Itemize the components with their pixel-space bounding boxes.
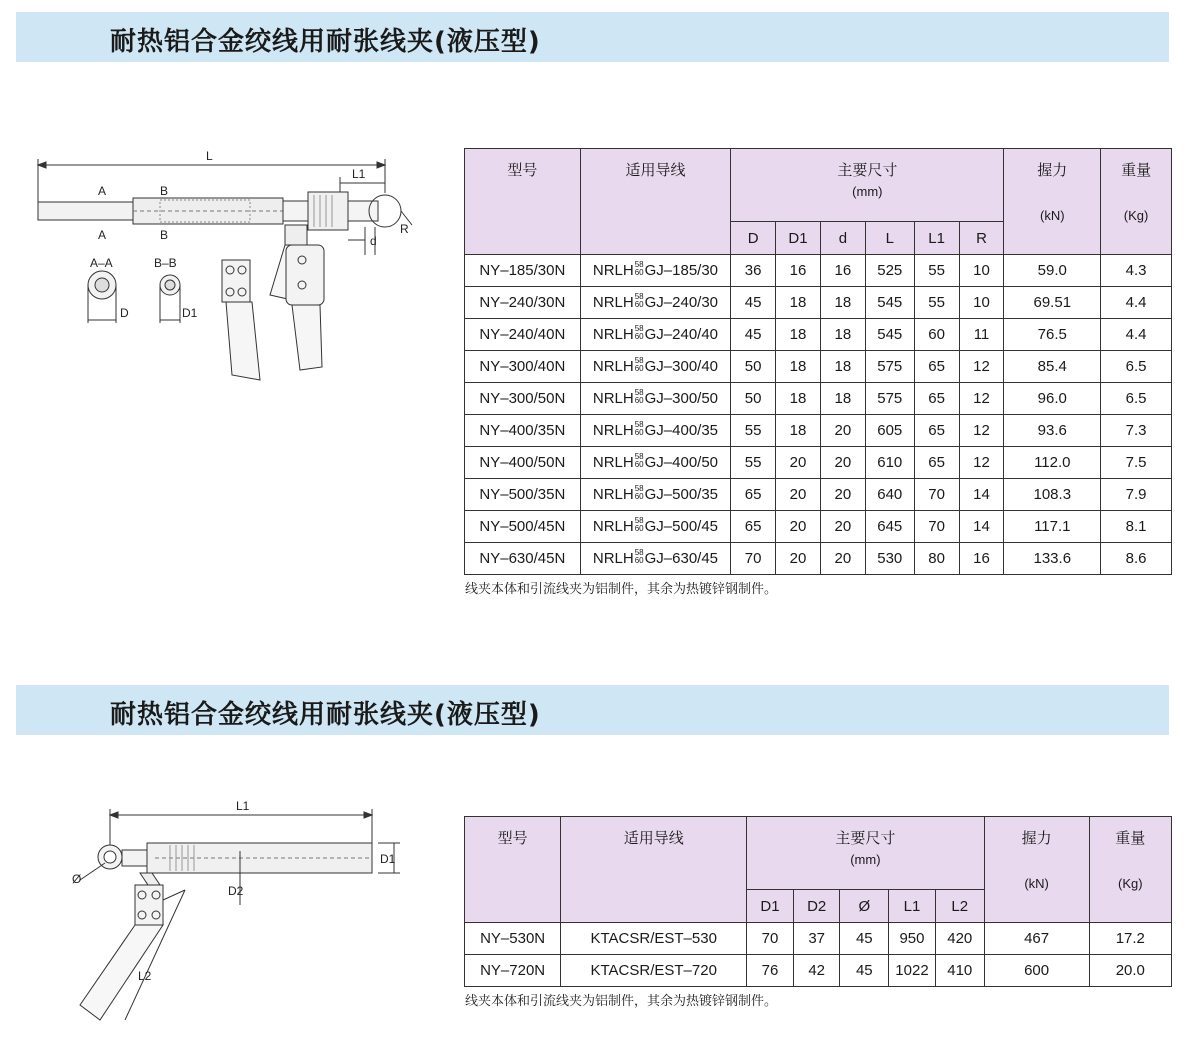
dim-L-label: L xyxy=(206,149,213,163)
dim-R-cell: 10 xyxy=(959,287,1004,319)
force-cell: 59.0 xyxy=(1004,255,1101,287)
dim-D-cell: 50 xyxy=(731,351,776,383)
dim-L-cell: 640 xyxy=(865,479,914,511)
conductor-cell xyxy=(580,383,731,415)
col-dims-label-2: 主要尺寸 xyxy=(835,830,896,847)
fraction-top: 58 xyxy=(634,324,644,334)
conductor-suffix: GJ–400/35 xyxy=(644,421,719,439)
table-row xyxy=(465,447,1172,479)
dim-L2-label: L2 xyxy=(138,969,152,983)
weight-cell: 4.4 xyxy=(1101,287,1172,319)
col-weight-header xyxy=(1101,149,1172,255)
table-row xyxy=(465,319,1172,351)
dims-subcol-header: L xyxy=(865,222,914,255)
conductor-suffix: GJ–500/35 xyxy=(644,485,719,503)
col-weight-unit: (Kg) xyxy=(1123,208,1149,223)
section-BB-label: B–B xyxy=(154,256,177,270)
dims-subcol-header: R xyxy=(959,222,1004,255)
dim-D-cell: 50 xyxy=(731,383,776,415)
conductor-cell xyxy=(580,319,731,351)
fraction-top: 58 xyxy=(634,356,644,366)
force-cell-2: 600 xyxy=(984,955,1089,987)
dim-d-cell: 20 xyxy=(820,543,865,575)
table-row xyxy=(465,255,1172,287)
col-force-unit: (kN) xyxy=(1040,208,1065,223)
dim-D-cell: 65 xyxy=(731,511,776,543)
dim-L1-cell-2: 1022 xyxy=(889,955,936,987)
conductor-suffix: GJ–240/30 xyxy=(644,293,719,311)
dim-D2-label: D2 xyxy=(228,884,244,898)
conductor-fraction xyxy=(635,325,644,341)
dim-D1-cell-2: 76 xyxy=(747,955,794,987)
table-row xyxy=(465,479,1172,511)
table-row xyxy=(465,415,1172,447)
weight-cell: 6.5 xyxy=(1101,351,1172,383)
conductor-cell xyxy=(580,351,731,383)
dim-D1-cell: 18 xyxy=(776,319,821,351)
section1-title: 耐热铝合金绞线用耐张线夹(液压型) xyxy=(110,27,541,57)
table-row-2 xyxy=(465,923,1172,955)
col-weight-unit-2: (Kg) xyxy=(1118,876,1143,891)
conductor-prefix: NRLH xyxy=(592,485,634,503)
dim-L1-cell: 70 xyxy=(914,511,959,543)
force-cell: 96.0 xyxy=(1004,383,1101,415)
dim-d-cell: 18 xyxy=(820,287,865,319)
conductor-suffix: GJ–300/50 xyxy=(644,389,719,407)
section-A-top-label: A xyxy=(98,184,107,198)
dims-subcol-header: D xyxy=(731,222,776,255)
strain-clamp-drawing-2 xyxy=(60,795,420,1040)
conductor-prefix: NRLH xyxy=(592,453,634,471)
col-dims-header xyxy=(731,149,1004,222)
dim-D1-cell: 18 xyxy=(776,415,821,447)
conductor-cell xyxy=(580,543,731,575)
col-conductor-header-2: 适用导线 xyxy=(561,817,747,923)
dim-D-cell: 45 xyxy=(731,287,776,319)
conductor-fraction xyxy=(635,453,644,469)
weight-cell: 8.6 xyxy=(1101,543,1172,575)
conductor-cell xyxy=(580,287,731,319)
conductor-prefix: NRLH xyxy=(592,325,634,343)
dim-L-cell: 645 xyxy=(865,511,914,543)
dim-phi-label: Ø xyxy=(72,872,82,886)
section1-banner xyxy=(16,12,1169,62)
table-row xyxy=(465,383,1172,415)
dim-D2-cell-2: 37 xyxy=(793,923,840,955)
dim-D1-label: D1 xyxy=(182,306,198,320)
conductor-suffix: GJ–300/40 xyxy=(644,357,719,375)
col-force-header-2 xyxy=(984,817,1089,923)
section2-drawing xyxy=(60,795,420,1040)
force-cell: 76.5 xyxy=(1004,319,1101,351)
conductor-fraction xyxy=(635,293,644,309)
dim-L1-cell: 55 xyxy=(914,287,959,319)
force-cell: 112.0 xyxy=(1004,447,1101,479)
fraction-bottom: 60 xyxy=(634,300,644,310)
conductor-suffix: GJ–185/30 xyxy=(644,261,719,279)
dim-L1-cell: 80 xyxy=(914,543,959,575)
conductor-suffix: GJ–630/45 xyxy=(644,549,719,567)
col-model-header-2: 型号 xyxy=(465,817,561,923)
force-cell: 69.51 xyxy=(1004,287,1101,319)
dim-phi-cell-2: 45 xyxy=(840,955,889,987)
dim-d-cell: 20 xyxy=(820,447,865,479)
model-cell: NY–240/40N xyxy=(465,319,581,351)
force-cell: 117.1 xyxy=(1004,511,1101,543)
dims-subcol-header-2: D1 xyxy=(747,890,794,923)
dim-D1-cell: 18 xyxy=(776,287,821,319)
fraction-bottom: 60 xyxy=(634,428,644,438)
conductor-cell xyxy=(580,255,731,287)
dim-L-cell: 525 xyxy=(865,255,914,287)
weight-cell-2: 20.0 xyxy=(1089,955,1171,987)
section-B-bottom-label: B xyxy=(160,228,169,242)
conductor-suffix: GJ–500/45 xyxy=(644,517,719,535)
dim-R-cell: 12 xyxy=(959,383,1004,415)
fraction-bottom: 60 xyxy=(634,364,644,374)
conductor-fraction xyxy=(635,261,644,277)
section2-note: 线夹本体和引流线夹为铝制件，其余为热镀锌钢制件。 xyxy=(465,994,778,1009)
weight-cell: 8.1 xyxy=(1101,511,1172,543)
fraction-bottom: 60 xyxy=(634,396,644,406)
dim-d-label: d xyxy=(370,234,377,248)
dim-D-cell: 55 xyxy=(731,415,776,447)
dim-R-cell: 12 xyxy=(959,351,1004,383)
dim-R-cell: 12 xyxy=(959,447,1004,479)
fraction-top: 58 xyxy=(634,516,644,526)
dim-D1-cell: 18 xyxy=(776,383,821,415)
conductor-prefix: NRLH xyxy=(592,261,634,279)
conductor-cell-2: KTACSR/EST–720 xyxy=(561,955,747,987)
weight-cell: 7.5 xyxy=(1101,447,1172,479)
dim-D1-cell: 20 xyxy=(776,543,821,575)
spec-table-2 xyxy=(464,816,1172,987)
table-row xyxy=(465,351,1172,383)
conductor-prefix: NRLH xyxy=(592,357,634,375)
weight-cell: 6.5 xyxy=(1101,383,1172,415)
dim-D-cell: 45 xyxy=(731,319,776,351)
dim-d-cell: 20 xyxy=(820,511,865,543)
col-weight-header-2 xyxy=(1089,817,1171,923)
dim-L-cell: 545 xyxy=(865,287,914,319)
table-row xyxy=(465,287,1172,319)
col-dims-header-2 xyxy=(747,817,984,890)
dim-L-cell: 575 xyxy=(865,351,914,383)
spec-table-1-body xyxy=(465,255,1172,575)
dim-L1-label: L1 xyxy=(352,167,366,181)
dim-R-cell: 11 xyxy=(959,319,1004,351)
fraction-bottom: 60 xyxy=(634,268,644,278)
section1-drawing xyxy=(30,145,430,390)
conductor-cell xyxy=(580,447,731,479)
dim-L-cell: 610 xyxy=(865,447,914,479)
dims-subcol-header-2: L1 xyxy=(889,890,936,923)
model-cell: NY–185/30N xyxy=(465,255,581,287)
conductor-fraction xyxy=(635,517,644,533)
col-conductor-header: 适用导线 xyxy=(580,149,731,255)
dim-R-cell: 14 xyxy=(959,511,1004,543)
dim-D1-cell: 20 xyxy=(776,511,821,543)
dim-D-cell: 36 xyxy=(731,255,776,287)
col-force-header xyxy=(1004,149,1101,255)
dim-L1-cell: 70 xyxy=(914,479,959,511)
section2-title: 耐热铝合金绞线用耐张线夹(液压型) xyxy=(110,700,541,730)
dim-L-cell: 605 xyxy=(865,415,914,447)
dim-L-cell: 530 xyxy=(865,543,914,575)
dim-d-cell: 20 xyxy=(820,479,865,511)
section-AA-label: A–A xyxy=(90,256,113,270)
col-dims-unit: (mm) xyxy=(852,184,883,199)
dims-subcol-header: L1 xyxy=(914,222,959,255)
dim-L2-cell-2: 410 xyxy=(935,955,984,987)
dims-subcol-header-2: D2 xyxy=(793,890,840,923)
section-B-top-label: B xyxy=(160,184,169,198)
dim-d-cell: 18 xyxy=(820,319,865,351)
conductor-fraction xyxy=(635,485,644,501)
dims-subcol-header-2: Ø xyxy=(840,890,889,923)
model-cell: NY–400/35N xyxy=(465,415,581,447)
conductor-prefix: NRLH xyxy=(592,293,634,311)
dim-D-label: D xyxy=(120,306,129,320)
fraction-bottom: 60 xyxy=(634,332,644,342)
fraction-bottom: 60 xyxy=(634,556,644,566)
fraction-top: 58 xyxy=(634,420,644,430)
force-cell: 133.6 xyxy=(1004,543,1101,575)
conductor-prefix: NRLH xyxy=(592,549,634,567)
dim-L1-cell: 65 xyxy=(914,415,959,447)
conductor-suffix: GJ–400/50 xyxy=(644,453,719,471)
col-dims-label: 主要尺寸 xyxy=(837,162,898,179)
col-model-header: 型号 xyxy=(465,149,581,255)
dims-subcol-header-2: L2 xyxy=(935,890,984,923)
dim-D1-cell: 18 xyxy=(776,351,821,383)
dim-L1-label-2: L1 xyxy=(236,799,250,813)
col-force-unit-2: (kN) xyxy=(1024,876,1049,891)
col-dims-unit-2: (mm) xyxy=(850,852,881,867)
model-cell: NY–240/30N xyxy=(465,287,581,319)
fraction-top: 58 xyxy=(634,484,644,494)
model-cell: NY–300/50N xyxy=(465,383,581,415)
dim-d-cell: 18 xyxy=(820,383,865,415)
table-row xyxy=(465,511,1172,543)
conductor-fraction xyxy=(635,421,644,437)
model-cell: NY–400/50N xyxy=(465,447,581,479)
weight-cell: 7.3 xyxy=(1101,415,1172,447)
dim-D1-label-2: D1 xyxy=(380,852,396,866)
conductor-prefix: NRLH xyxy=(592,389,634,407)
conductor-cell xyxy=(580,511,731,543)
weight-cell: 4.4 xyxy=(1101,319,1172,351)
dim-L1-cell: 65 xyxy=(914,351,959,383)
dim-D1-cell: 16 xyxy=(776,255,821,287)
dim-L1-cell: 55 xyxy=(914,255,959,287)
strain-clamp-drawing-1 xyxy=(30,145,430,390)
dim-L1-cell: 60 xyxy=(914,319,959,351)
dim-L-cell: 545 xyxy=(865,319,914,351)
dim-D1-cell-2: 70 xyxy=(747,923,794,955)
fraction-bottom: 60 xyxy=(634,460,644,470)
fraction-top: 58 xyxy=(634,548,644,558)
dim-phi-cell-2: 45 xyxy=(840,923,889,955)
fraction-top: 58 xyxy=(634,388,644,398)
weight-cell: 4.3 xyxy=(1101,255,1172,287)
section-A-bottom-label: A xyxy=(98,228,107,242)
section2-banner xyxy=(16,685,1169,735)
force-cell: 93.6 xyxy=(1004,415,1101,447)
spec-table-2-body xyxy=(465,923,1172,987)
section1-note: 线夹本体和引流线夹为铝制件，其余为热镀锌钢制件。 xyxy=(465,582,778,597)
conductor-suffix: GJ–240/40 xyxy=(644,325,719,343)
model-cell: NY–500/35N xyxy=(465,479,581,511)
dim-d-cell: 16 xyxy=(820,255,865,287)
weight-cell: 7.9 xyxy=(1101,479,1172,511)
dim-R-cell: 12 xyxy=(959,415,1004,447)
col-weight-label-2: 重量 xyxy=(1115,830,1146,847)
dim-L2-cell-2: 420 xyxy=(935,923,984,955)
conductor-fraction xyxy=(635,549,644,565)
dims-subcol-header: D1 xyxy=(776,222,821,255)
dims-subcol-header: d xyxy=(820,222,865,255)
dim-D1-cell: 20 xyxy=(776,447,821,479)
conductor-cell xyxy=(580,415,731,447)
fraction-top: 58 xyxy=(634,452,644,462)
dim-R-label: R xyxy=(400,222,409,236)
dim-R-cell: 14 xyxy=(959,479,1004,511)
force-cell: 108.3 xyxy=(1004,479,1101,511)
dim-L1-cell: 65 xyxy=(914,447,959,479)
force-cell-2: 467 xyxy=(984,923,1089,955)
conductor-cell-2: KTACSR/EST–530 xyxy=(561,923,747,955)
table-row-2 xyxy=(465,955,1172,987)
weight-cell-2: 17.2 xyxy=(1089,923,1171,955)
conductor-cell xyxy=(580,479,731,511)
dim-D2-cell-2: 42 xyxy=(793,955,840,987)
dim-L1-cell: 65 xyxy=(914,383,959,415)
model-cell: NY–500/45N xyxy=(465,511,581,543)
col-force-label-2: 握力 xyxy=(1021,830,1052,847)
fraction-top: 58 xyxy=(634,292,644,302)
conductor-prefix: NRLH xyxy=(592,517,634,535)
col-force-label: 握力 xyxy=(1037,162,1068,179)
dim-R-cell: 10 xyxy=(959,255,1004,287)
dim-R-cell: 16 xyxy=(959,543,1004,575)
model-cell-2: NY–720N xyxy=(465,955,561,987)
model-cell-2: NY–530N xyxy=(465,923,561,955)
model-cell: NY–300/40N xyxy=(465,351,581,383)
dim-D-cell: 55 xyxy=(731,447,776,479)
dim-L-cell: 575 xyxy=(865,383,914,415)
spec-table-1 xyxy=(464,148,1172,575)
dim-L1-cell-2: 950 xyxy=(889,923,936,955)
dim-D-cell: 70 xyxy=(731,543,776,575)
dim-D1-cell: 20 xyxy=(776,479,821,511)
force-cell: 85.4 xyxy=(1004,351,1101,383)
table-row xyxy=(465,543,1172,575)
fraction-bottom: 60 xyxy=(634,524,644,534)
conductor-fraction xyxy=(635,389,644,405)
conductor-prefix: NRLH xyxy=(592,421,634,439)
model-cell: NY–630/45N xyxy=(465,543,581,575)
fraction-bottom: 60 xyxy=(634,492,644,502)
conductor-fraction xyxy=(635,357,644,373)
col-weight-label: 重量 xyxy=(1121,162,1152,179)
fraction-top: 58 xyxy=(634,260,644,270)
dim-d-cell: 18 xyxy=(820,351,865,383)
dim-d-cell: 20 xyxy=(820,415,865,447)
dim-D-cell: 65 xyxy=(731,479,776,511)
